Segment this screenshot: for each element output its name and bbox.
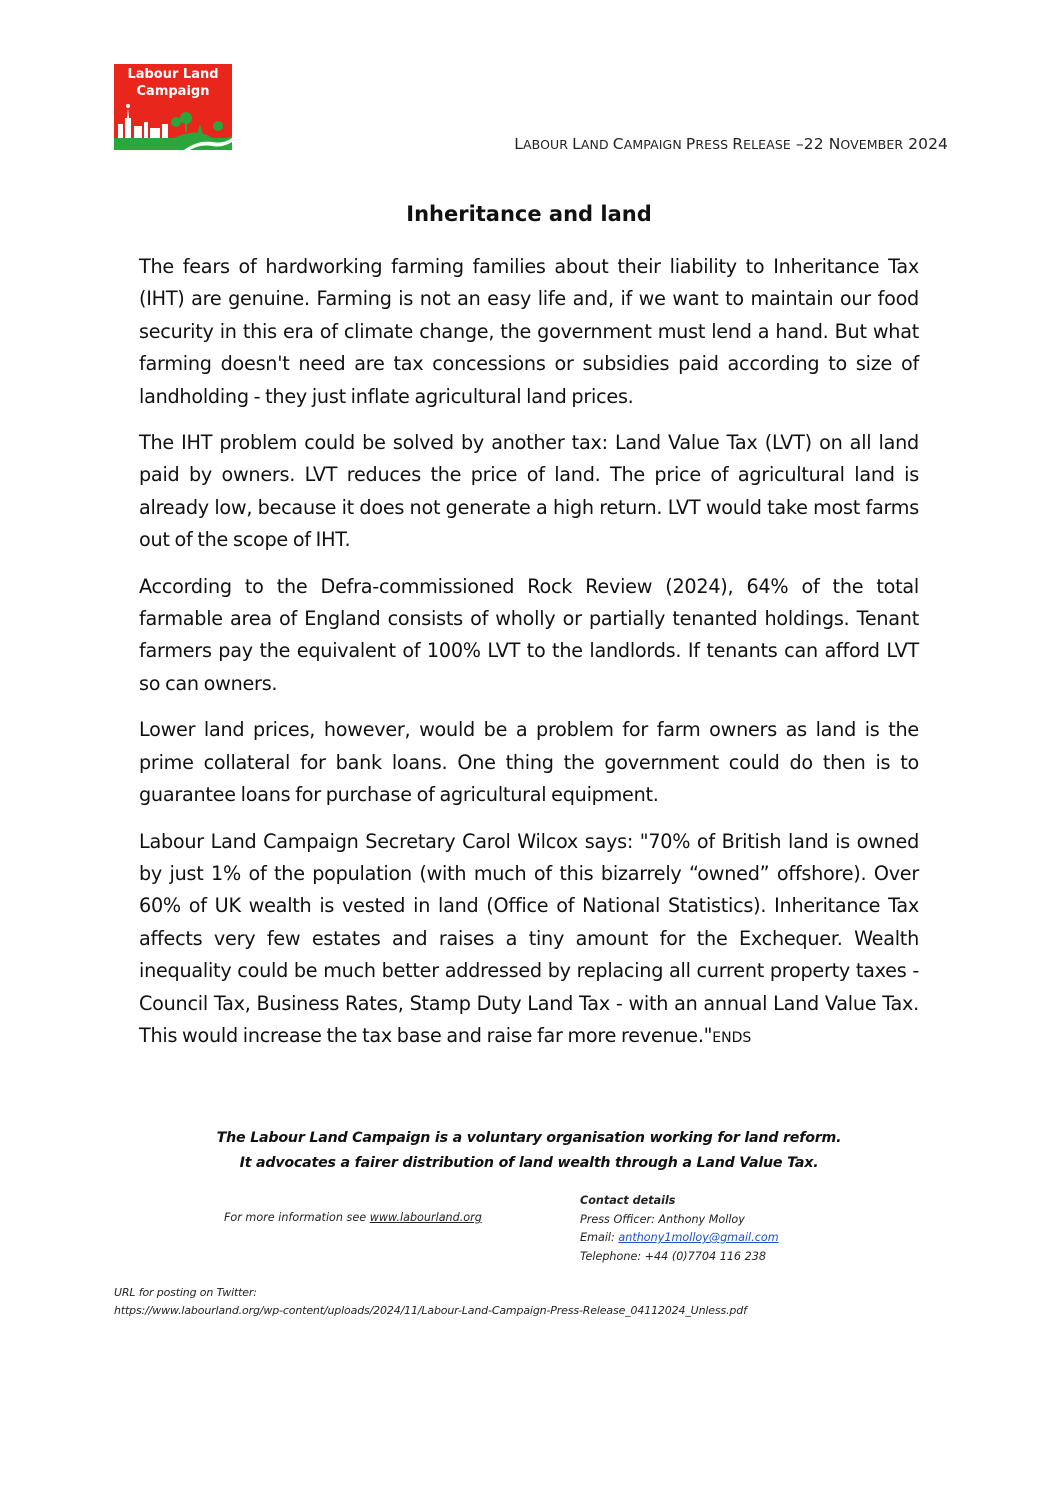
header-part: L: [514, 135, 523, 153]
header-part: 2024: [903, 135, 948, 153]
ends-marker: ENDS: [712, 1029, 752, 1046]
header-part: N: [828, 135, 841, 153]
telephone: Telephone: +44 (0)7704 116 238: [580, 1249, 766, 1263]
more-info: [224, 1211, 482, 1224]
press-release-header: [514, 135, 948, 153]
contact-details: [580, 1192, 779, 1266]
header-part: P: [685, 135, 696, 153]
header-part: ELEASE: [743, 137, 791, 152]
email-label: Email:: [580, 1231, 619, 1244]
more-info-prefix: For more information see: [224, 1211, 370, 1224]
twitter-url[interactable]: https://www.labourland.org/wp-content/uploads/2024/11/Labour-Land-Campaign-Press-Release_04112024_Unless.pdf: [114, 1304, 747, 1317]
statement-line-2: It advocates a fairer distribution of land wealth through a Land Value Tax.: [239, 1155, 819, 1171]
logo-wordmark: [114, 66, 232, 100]
organisation-statement: [0, 1126, 1058, 1176]
campaign-logo: [114, 64, 232, 150]
header-part: C: [612, 135, 624, 153]
header-part: L: [572, 135, 581, 153]
logo-line-2: Campaign: [136, 84, 210, 99]
email-link[interactable]: anthony1molloy@gmail.com: [618, 1231, 779, 1244]
contact-heading: Contact details: [580, 1194, 676, 1207]
body-paragraph: According to the Defra-commissioned Rock Review (2024), 64% of the total farmable area of England consists of wholly or partially tenanted holdings. Tenant farmers pay the equivalent of 100% LVT to the landlords. If tenants can afford LVT so can owners.: [139, 574, 919, 695]
body-paragraph: The fears of hardworking farming families about their liability to Inheritance Tax (IHT) are genuine. Farming is not an easy life and, if we want to maintain our food security in this era of climate change, the government must lend a hand. But what farming doesn't need are tax concessions or subsidies paid according to size of landholding - they just inflate agricultural land prices.: [139, 255, 919, 408]
press-release-body: [139, 251, 919, 1068]
body-paragraph: The IHT problem could be solved by another tax: Land Value Tax (LVT) on all land paid by owners. LVT reduces the price of land. The price of agricultural land is already low, because it does not generate a high return. LVT would take most farms out of the scope of IHT.: [139, 431, 919, 552]
website-link[interactable]: www.labourland.org: [369, 1211, 482, 1224]
header-part: AMPAIGN: [623, 137, 686, 152]
header-part: RESS: [695, 137, 733, 152]
body-paragraph: Lower land prices, however, would be a problem for farm owners as land is the prime collateral for bank loans. One thing the government could do then is to guarantee loans for purchase of agricultural equipment.: [139, 718, 919, 807]
twitter-url-block: [114, 1284, 747, 1320]
page-title: Inheritance and land: [406, 202, 652, 226]
statement-line-1: The Labour Land Campaign is a voluntary organisation working for land reform.: [216, 1130, 842, 1146]
header-part: –22: [790, 135, 829, 153]
press-officer: Press Officer: Anthony Molloy: [580, 1212, 745, 1226]
logo-line-1: Labour Land: [127, 67, 219, 82]
email-line: [580, 1229, 779, 1248]
header-part: AND: [580, 137, 613, 152]
body-paragraph-quote: [139, 826, 919, 1055]
header-part: ABOUR: [522, 137, 573, 152]
twitter-label: URL for posting on Twitter:: [114, 1286, 257, 1299]
header-part: R: [732, 135, 744, 153]
header-part: OVEMBER: [840, 137, 904, 152]
quote-text: Labour Land Campaign Secretary Carol Wilcox says: "70% of British land is owned by just 1% of the population (with much of this bizarrely “owned” offshore). Over 60% of UK wealth is vested in land (Office of National Statistics). Inheritance Tax affects very few estates and raises a tiny amount for the Exchequer. Wealth inequality could be much better addressed by replacing all current property taxes - Council Tax, Business Rates, Stamp Duty Land Tax - with an annual Land Value Tax. This would increase the tax base and raise far more revenue.": [139, 829, 919, 1047]
